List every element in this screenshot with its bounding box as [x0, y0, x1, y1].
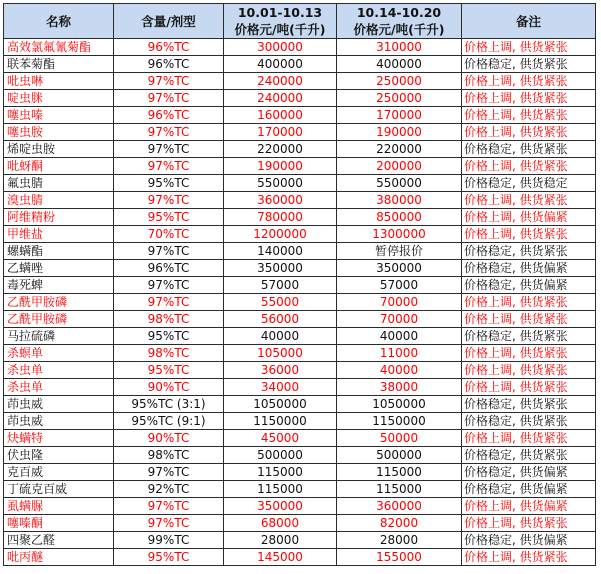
- cell-note: 价格稳定, 供货稳定: [462, 175, 596, 192]
- cell-spec: 97%TC: [114, 90, 224, 107]
- cell-price-period1: 140000: [224, 243, 337, 260]
- table-row: [4, 90, 596, 107]
- header-spec: 含量/剂型: [114, 4, 224, 39]
- table-row: [4, 158, 596, 175]
- table-row: [4, 107, 596, 124]
- price-table-container: [3, 3, 596, 566]
- cell-name: 阿维精粉: [4, 209, 114, 226]
- cell-price-period2: 500000: [337, 447, 462, 464]
- cell-price-period2: 50000: [337, 430, 462, 447]
- cell-name: 茚虫威: [4, 413, 114, 430]
- table-row: [4, 345, 596, 362]
- cell-price-period1: 350000: [224, 498, 337, 515]
- cell-note: 价格上调, 供货紧张: [462, 226, 596, 243]
- cell-name: 氟虫腈: [4, 175, 114, 192]
- cell-price-period1: 1200000: [224, 226, 337, 243]
- cell-note: 价格稳定, 供货偏紧: [462, 277, 596, 294]
- cell-note: 价格上调, 供货紧张: [462, 90, 596, 107]
- cell-spec: 95%TC: [114, 362, 224, 379]
- cell-price-period2: 550000: [337, 175, 462, 192]
- cell-price-period2: 1150000: [337, 413, 462, 430]
- cell-note: 价格上调, 供货紧张: [462, 311, 596, 328]
- header-period1-unit: 价格元/吨(千升): [224, 21, 337, 39]
- cell-spec: 95%TC (3:1): [114, 396, 224, 413]
- cell-price-period1: 1150000: [224, 413, 337, 430]
- table-header: [4, 4, 596, 39]
- cell-price-period2: 115000: [337, 464, 462, 481]
- cell-spec: 99%TC: [114, 532, 224, 549]
- cell-spec: 70%TC: [114, 226, 224, 243]
- cell-name: 啶虫脒: [4, 90, 114, 107]
- cell-spec: 96%TC: [114, 260, 224, 277]
- cell-name: 丁硫克百威: [4, 481, 114, 498]
- table-row: [4, 413, 596, 430]
- cell-price-period2: 170000: [337, 107, 462, 124]
- cell-price-period2: 57000: [337, 277, 462, 294]
- cell-price-period2: 360000: [337, 498, 462, 515]
- cell-price-period2: 70000: [337, 311, 462, 328]
- cell-spec: 97%TC: [114, 498, 224, 515]
- table-row: [4, 515, 596, 532]
- table-row: [4, 124, 596, 141]
- cell-name: 炔螨特: [4, 430, 114, 447]
- cell-price-period1: 45000: [224, 430, 337, 447]
- cell-name: 溴虫腈: [4, 192, 114, 209]
- table-row: [4, 362, 596, 379]
- cell-note: 价格上调, 供货紧张: [462, 549, 596, 566]
- cell-price-period2: 28000: [337, 532, 462, 549]
- cell-price-period2: 400000: [337, 56, 462, 73]
- cell-price-period2: 220000: [337, 141, 462, 158]
- cell-price-period1: 28000: [224, 532, 337, 549]
- table-row: [4, 379, 596, 396]
- cell-name: 毒死蜱: [4, 277, 114, 294]
- cell-spec: 96%TC: [114, 39, 224, 56]
- cell-name: 吡虫啉: [4, 73, 114, 90]
- cell-spec: 97%TC: [114, 515, 224, 532]
- cell-spec: 98%TC: [114, 345, 224, 362]
- cell-price-period2: 40000: [337, 362, 462, 379]
- cell-name: 噻嗪酮: [4, 515, 114, 532]
- cell-spec: 95%TC (9:1): [114, 413, 224, 430]
- header-period2-unit: 价格元/吨(千升): [337, 21, 462, 39]
- pesticide-price-table: [3, 3, 596, 566]
- cell-spec: 97%TC: [114, 192, 224, 209]
- table-row: [4, 294, 596, 311]
- cell-price-period2: 11000: [337, 345, 462, 362]
- table-row: [4, 481, 596, 498]
- cell-name: 杀螟单: [4, 345, 114, 362]
- cell-price-period1: 115000: [224, 481, 337, 498]
- cell-price-period1: 780000: [224, 209, 337, 226]
- cell-spec: 97%TC: [114, 464, 224, 481]
- cell-spec: 97%TC: [114, 243, 224, 260]
- cell-price-period2: 38000: [337, 379, 462, 396]
- table-row: [4, 226, 596, 243]
- cell-price-period1: 1050000: [224, 396, 337, 413]
- table-row: [4, 328, 596, 345]
- cell-spec: 96%TC: [114, 56, 224, 73]
- cell-price-period1: 115000: [224, 464, 337, 481]
- cell-price-period1: 36000: [224, 362, 337, 379]
- cell-spec: 97%TC: [114, 294, 224, 311]
- cell-note: 价格稳定, 供货偏紧: [462, 464, 596, 481]
- cell-name: 乙酰甲胺磷: [4, 311, 114, 328]
- cell-name: 联苯菊酯: [4, 56, 114, 73]
- cell-price-period2: 82000: [337, 515, 462, 532]
- cell-name: 噻虫嗪: [4, 107, 114, 124]
- cell-note: 价格稳定, 供货紧张: [462, 413, 596, 430]
- cell-price-period1: 550000: [224, 175, 337, 192]
- cell-name: 乙酰甲胺磷: [4, 294, 114, 311]
- cell-note: 价格上调, 供货紧张: [462, 124, 596, 141]
- cell-name: 高效氯氟氰菊酯: [4, 39, 114, 56]
- cell-price-period2: 70000: [337, 294, 462, 311]
- cell-spec: 92%TC: [114, 481, 224, 498]
- cell-price-period2: 200000: [337, 158, 462, 175]
- cell-price-period2: 380000: [337, 192, 462, 209]
- cell-price-period1: 145000: [224, 549, 337, 566]
- cell-spec: 95%TC: [114, 209, 224, 226]
- table-row: [4, 430, 596, 447]
- cell-price-period2: 155000: [337, 549, 462, 566]
- cell-name: 四聚乙醛: [4, 532, 114, 549]
- cell-note: 价格上调, 供货紧张: [462, 39, 596, 56]
- cell-price-period1: 55000: [224, 294, 337, 311]
- table-row: [4, 396, 596, 413]
- table-body: [4, 39, 596, 566]
- cell-name: 烯啶虫胺: [4, 141, 114, 158]
- cell-price-period1: 350000: [224, 260, 337, 277]
- cell-spec: 97%TC: [114, 73, 224, 90]
- table-row: [4, 532, 596, 549]
- cell-note: 价格稳定, 供货紧张: [462, 396, 596, 413]
- table-row: [4, 175, 596, 192]
- cell-price-period1: 240000: [224, 90, 337, 107]
- cell-name: 甲维盐: [4, 226, 114, 243]
- cell-price-period1: 400000: [224, 56, 337, 73]
- cell-spec: 95%TC: [114, 549, 224, 566]
- header-period2-dates: 10.14-10.20: [337, 4, 462, 22]
- table-row: [4, 311, 596, 328]
- cell-spec: 97%TC: [114, 124, 224, 141]
- cell-price-period1: 240000: [224, 73, 337, 90]
- cell-note: 价格上调, 供货紧张: [462, 158, 596, 175]
- cell-price-period1: 190000: [224, 158, 337, 175]
- cell-note: 价格稳定, 供货紧张: [462, 328, 596, 345]
- cell-note: 价格上调, 供货偏紧: [462, 209, 596, 226]
- cell-note: 价格稳定, 供货紧张: [462, 141, 596, 158]
- cell-name: 伏虫隆: [4, 447, 114, 464]
- table-row: [4, 73, 596, 90]
- table-row: [4, 39, 596, 56]
- cell-note: 价格上调, 供货紧张: [462, 515, 596, 532]
- table-row: [4, 549, 596, 566]
- cell-price-period1: 57000: [224, 277, 337, 294]
- cell-note: 价格上调, 供货紧张: [462, 294, 596, 311]
- cell-note: 价格稳定, 供货紧张: [462, 447, 596, 464]
- header-period1-dates: 10.01-10.13: [224, 4, 337, 22]
- cell-name: 克百威: [4, 464, 114, 481]
- cell-price-period2: 1300000: [337, 226, 462, 243]
- table-row: [4, 192, 596, 209]
- cell-spec: 97%TC: [114, 277, 224, 294]
- cell-price-period2: 1050000: [337, 396, 462, 413]
- cell-note: 价格上调, 供货紧张: [462, 362, 596, 379]
- cell-note: 价格上调, 供货紧张: [462, 430, 596, 447]
- table-row: [4, 277, 596, 294]
- cell-note: 价格稳定, 供货紧张: [462, 243, 596, 260]
- cell-spec: 98%TC: [114, 311, 224, 328]
- cell-price-period1: 300000: [224, 39, 337, 56]
- table-row: [4, 260, 596, 277]
- cell-price-period2: 310000: [337, 39, 462, 56]
- cell-price-period1: 160000: [224, 107, 337, 124]
- cell-note: 价格稳定, 供货紧张: [462, 56, 596, 73]
- cell-price-period2: 115000: [337, 481, 462, 498]
- cell-note: 价格上调, 供货紧张: [462, 379, 596, 396]
- cell-price-period2: 暂停报价: [337, 243, 462, 260]
- cell-price-period2: 250000: [337, 90, 462, 107]
- cell-note: 价格稳定, 供货偏紧: [462, 532, 596, 549]
- header-name: 名称: [4, 4, 114, 39]
- table-row: [4, 464, 596, 481]
- cell-note: 价格稳定, 供货偏紧: [462, 260, 596, 277]
- cell-price-period2: 850000: [337, 209, 462, 226]
- cell-price-period1: 68000: [224, 515, 337, 532]
- cell-price-period1: 34000: [224, 379, 337, 396]
- table-row: [4, 498, 596, 515]
- cell-spec: 95%TC: [114, 328, 224, 345]
- cell-price-period1: 40000: [224, 328, 337, 345]
- cell-name: 杀虫单: [4, 379, 114, 396]
- cell-price-period1: 500000: [224, 447, 337, 464]
- cell-spec: 96%TC: [114, 107, 224, 124]
- table-row: [4, 447, 596, 464]
- cell-price-period2: 40000: [337, 328, 462, 345]
- cell-name: 茚虫威: [4, 396, 114, 413]
- cell-note: 价格上调, 供货偏紧: [462, 498, 596, 515]
- cell-name: 吡丙醚: [4, 549, 114, 566]
- header-note: 备注: [462, 4, 596, 39]
- table-row: [4, 243, 596, 260]
- cell-note: 价格上调, 供货紧张: [462, 192, 596, 209]
- cell-name: 螺螨酯: [4, 243, 114, 260]
- cell-price-period1: 360000: [224, 192, 337, 209]
- cell-price-period2: 250000: [337, 73, 462, 90]
- cell-spec: 97%TC: [114, 158, 224, 175]
- cell-spec: 98%TC: [114, 447, 224, 464]
- cell-price-period1: 105000: [224, 345, 337, 362]
- cell-note: 价格上调, 供货紧张: [462, 345, 596, 362]
- cell-price-period1: 170000: [224, 124, 337, 141]
- cell-name: 吡蚜酮: [4, 158, 114, 175]
- cell-price-period2: 350000: [337, 260, 462, 277]
- table-row: [4, 141, 596, 158]
- cell-note: 价格上调, 供货紧张: [462, 107, 596, 124]
- cell-name: 杀虫单: [4, 362, 114, 379]
- cell-price-period2: 190000: [337, 124, 462, 141]
- cell-spec: 90%TC: [114, 379, 224, 396]
- cell-note: 价格上调, 供货紧张: [462, 73, 596, 90]
- cell-note: 价格稳定, 供货偏紧: [462, 481, 596, 498]
- cell-price-period1: 56000: [224, 311, 337, 328]
- cell-name: 乙螨唑: [4, 260, 114, 277]
- cell-name: 虱螨脲: [4, 498, 114, 515]
- table-row: [4, 56, 596, 73]
- cell-name: 噻虫胺: [4, 124, 114, 141]
- table-row: [4, 209, 596, 226]
- cell-spec: 95%TC: [114, 175, 224, 192]
- cell-spec: 97%TC: [114, 141, 224, 158]
- cell-spec: 90%TC: [114, 430, 224, 447]
- cell-name: 马拉硫磷: [4, 328, 114, 345]
- cell-price-period1: 220000: [224, 141, 337, 158]
